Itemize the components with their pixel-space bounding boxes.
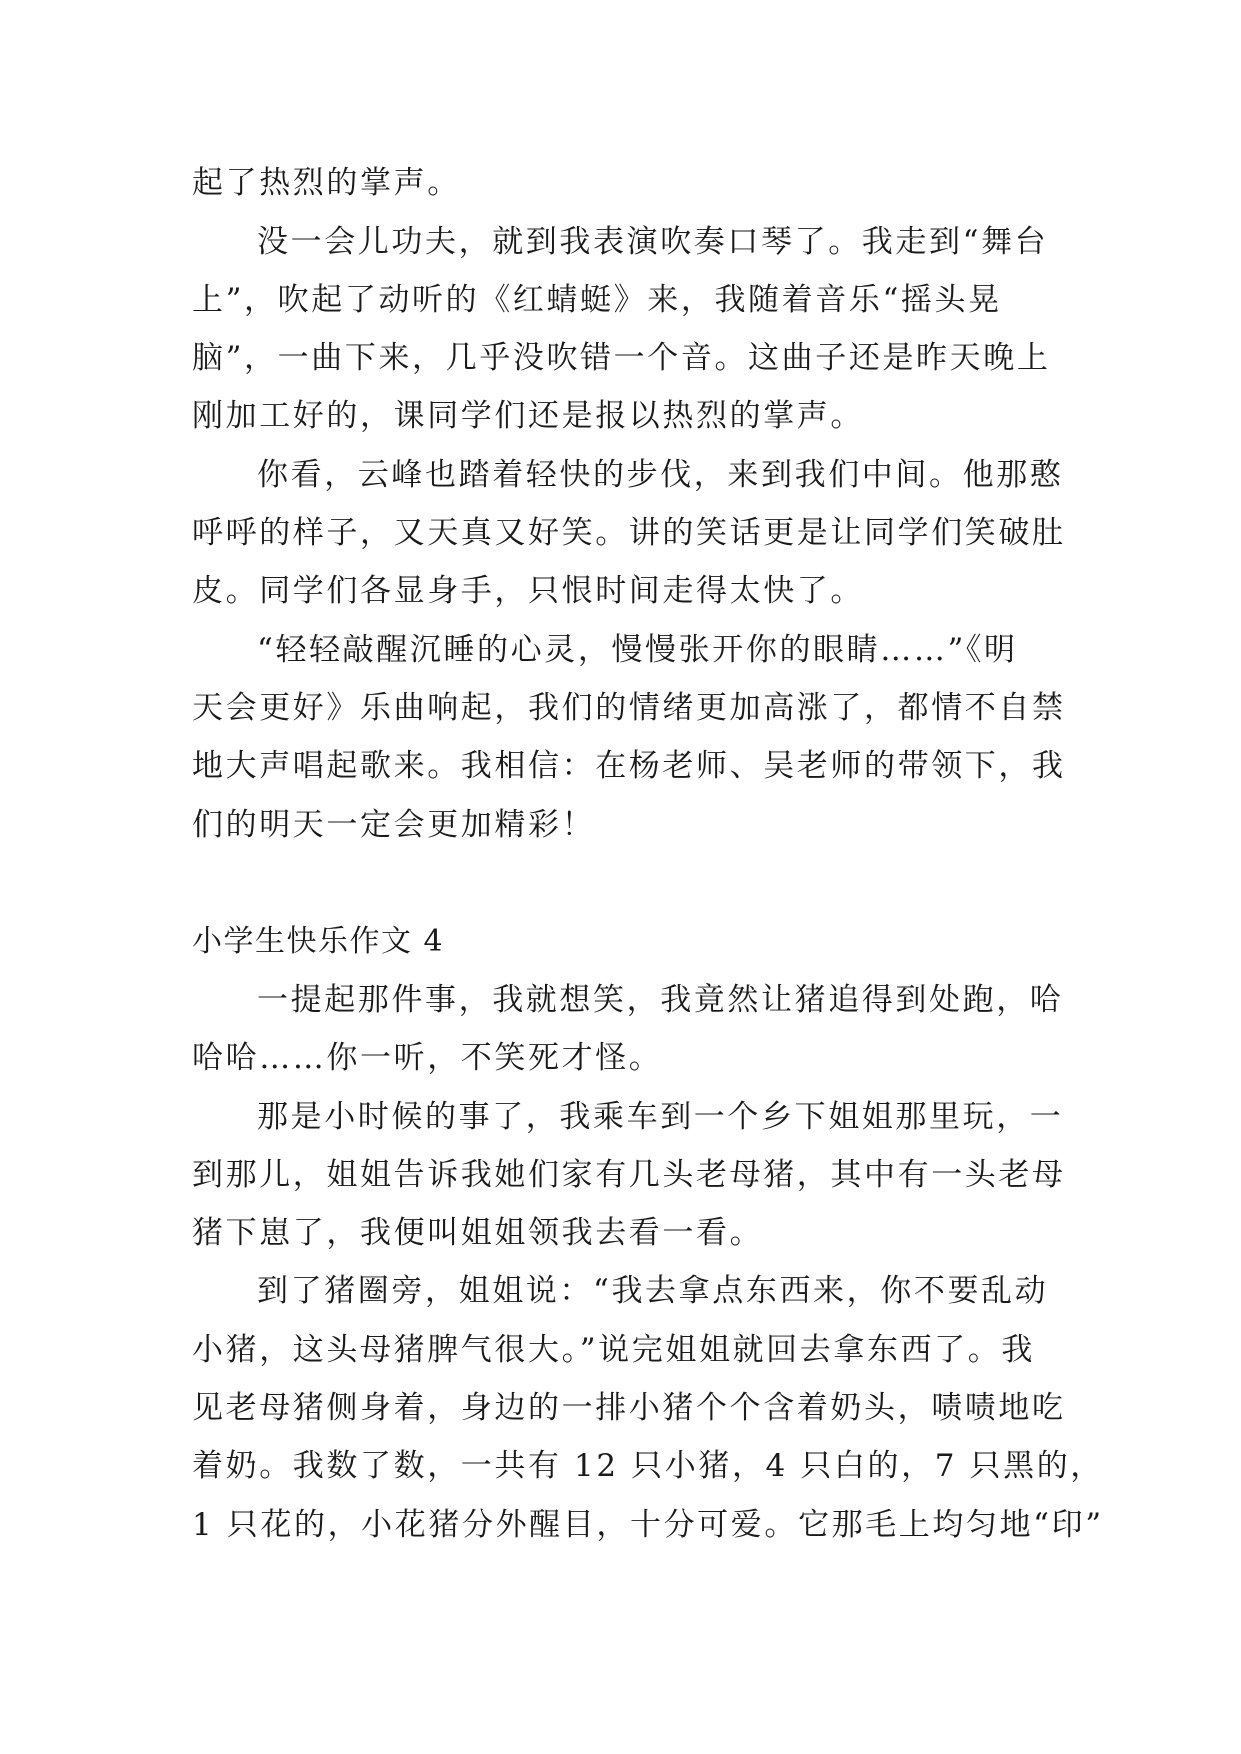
text-line: 猪下崽了，我便叫姐姐领我去看一看。	[192, 1215, 764, 1251]
paragraph-start-line: 没一会儿功夫，就到我表演吹奏口琴了。我走到“舞台	[257, 224, 1049, 260]
text-line: 见老母猪侧身着，身边的一排小猪个个含着奶头，啧啧地吃	[192, 1390, 1066, 1426]
paragraph-start-line: 你看，云峰也踏着轻快的步伐，来到我们中间。他那憨	[257, 457, 1064, 493]
section-heading: 小学生快乐作文 4	[192, 924, 445, 959]
paragraph-start-line: 到了猪圈旁，姐姐说：“我去拿点东西来，你不要乱动	[257, 1273, 1049, 1309]
paragraph-start-line: 一提起那件事，我就想笑，我竟然让猪追得到处跑，哈	[257, 982, 1064, 1018]
paragraph-start-line: 那是小时候的事了，我乘车到一个乡下姐姐那里玩，一	[257, 1099, 1064, 1135]
text-line: 地大声唱起歌来。我相信：在杨老师、吴老师的带领下，我	[192, 748, 1066, 784]
paragraph-start-line: “轻轻敲醒沉睡的心灵，慢慢张开你的眼睛……”《明	[257, 632, 1018, 668]
text-line: 皮。同学们各显身手，只恨时间走得太快了。	[192, 573, 864, 609]
text-line: 们的明天一定会更加精彩！	[192, 807, 596, 843]
text-line: 哈哈……你一听，不笑死才怪。	[192, 1040, 663, 1076]
text-line: 脑”，一曲下来，几乎没吹错一个音。这曲子还是昨天晚上	[192, 340, 1051, 376]
text-line: 到那儿，姐姐告诉我她们家有几头老母猪，其中有一头老母	[192, 1157, 1066, 1193]
text-line: 起了热烈的掌声。	[192, 165, 461, 201]
text-line: 呼呼的样子，又天真又好笑。讲的笑话更是让同学们笑破肚	[192, 515, 1066, 551]
text-line: 1 只花的，小花猪分外醒目，十分可爱。它那毛上均匀地“印”	[192, 1507, 1104, 1543]
text-line: 着奶。我数了数，一共有 12 只小猪，4 只白的，7 只黑的，	[192, 1448, 1104, 1484]
text-line: 刚加工好的，课同学们还是报以热烈的掌声。	[192, 398, 864, 434]
text-line: 天会更好》乐曲响起，我们的情绪更加高涨了，都情不自禁	[192, 690, 1066, 726]
text-line: 小猪，这头母猪脾气很大。”说完姐姐就回去拿东西了。我	[192, 1332, 1035, 1368]
text-line: 上”，吹起了动听的《红蜻蜓》来，我随着音乐“摇头晃	[192, 282, 1002, 318]
